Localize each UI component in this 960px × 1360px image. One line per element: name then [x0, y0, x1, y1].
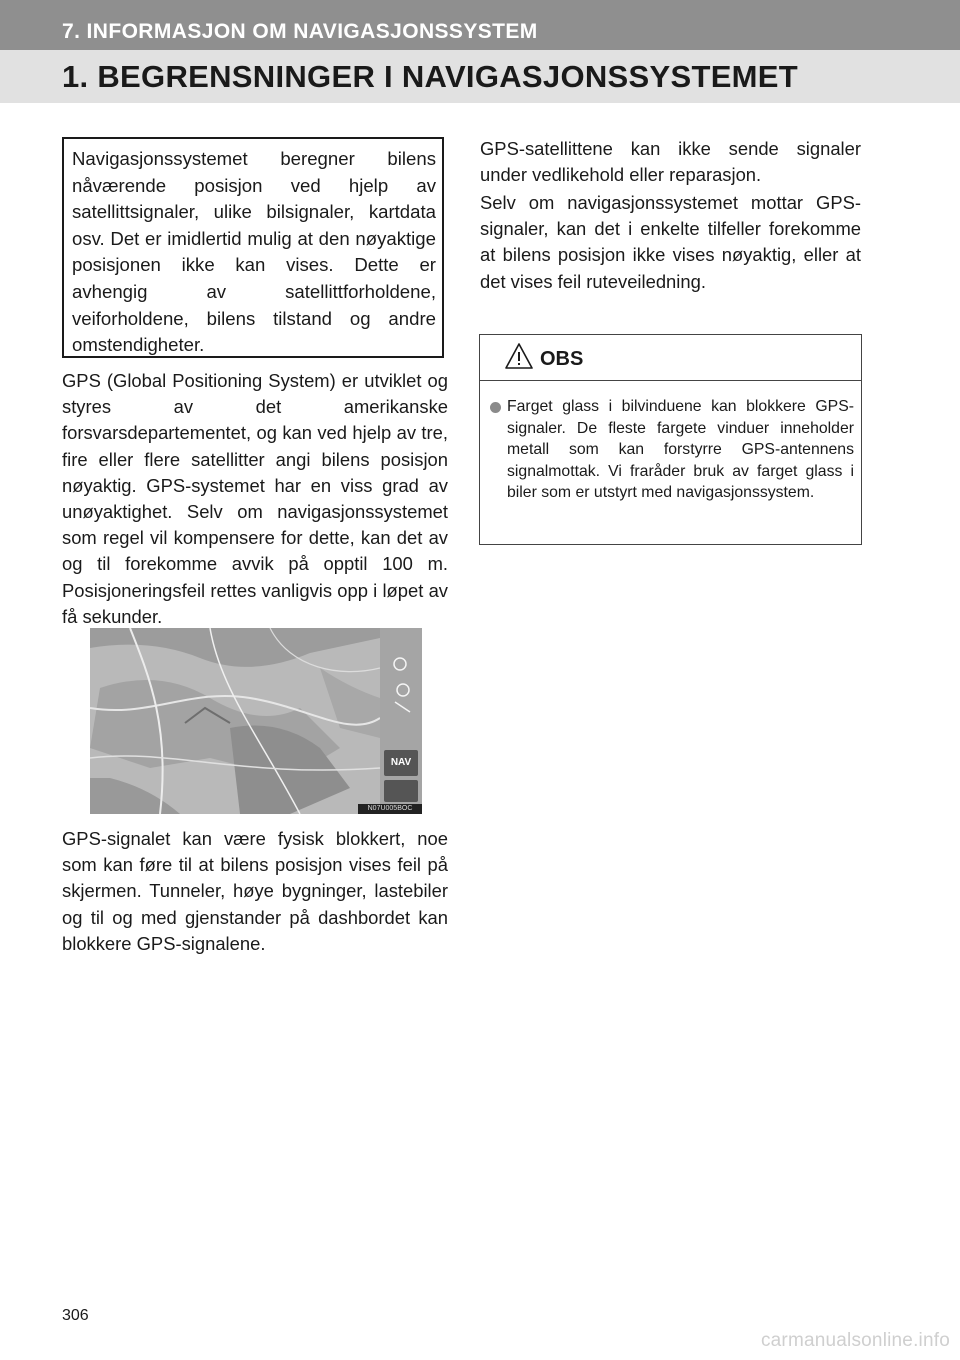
map-settings-button [384, 780, 418, 802]
section-title: 7. INFORMASJON OM NAVIGASJONSSYSTEM [62, 20, 538, 43]
gps-description-paragraph: GPS (Global Positioning System) er utviklet og styres av det amerikanske forsvarsdepartementet, og kan ved hjelp av tre, fire eller flere satellitter angi bilens posisjon nøyaktig. GPS-systemet har en viss grad av unøyaktighet. Selv om navigasjonssystemet som regel vil kompensere for dette, kan det av og til forekomme avvik på opptil 100 m. Posisjoneringsfeil rettes vanligvis opp i løpet av få sekunder. [62, 370, 448, 627]
map-graphic [90, 628, 422, 814]
obs-header [480, 335, 861, 381]
image-code: N07U005BOC [358, 804, 422, 814]
obs-label: OBS [540, 348, 584, 370]
position-inaccuracy-paragraph: Selv om navigasjonssystemet mottar GPS-signaler, kan det i enkelte tilfeller forekomme at bilens posisjon ikke vises nøyaktig, eller at det vises feil ruteveiledning. [480, 192, 861, 292]
nav-button: NAV [384, 750, 418, 776]
watermark: carmanualsonline.info [760, 1330, 950, 1351]
page-number: 306 [62, 1307, 89, 1324]
page-title: 1. BEGRENSNINGER I NAVIGASJONSSYSTEMET [62, 59, 799, 94]
signal-blocked-paragraph: GPS-signalet kan være fysisk blokkert, noe som kan føre til at bilens posisjon vises feil på skjermen. Tunneler, høye bygninger, lastebiler og til og med gjenstander på dashbordet kan blokkere GPS-signalene. [62, 828, 448, 954]
satellite-maintenance-paragraph: GPS-satellittene kan ikke sende signaler under vedlikehold eller reparasjon. [480, 138, 861, 186]
obs-item-text: Farget glass i bilvinduene kan blokkere GPS-signaler. De fleste fargete vinduer inneholder metall som kan forstyrre GPS-antennens signalmottak. Vi fraråder bruk av farget glass i biler som er utstyrt med navigasjonssystem. [507, 398, 854, 502]
navigation-map-screenshot [90, 628, 422, 814]
obs-list-item [490, 396, 854, 504]
bullet-icon [490, 402, 501, 413]
intro-box: Navigasjonssystemet beregner bilens nåværende posisjon ved hjelp av satellittsignaler, ulike bilsignaler, kartdata osv. Det er imidlertid mulig at den nøyaktige posisjonen ikke kan vises. Dette er avhengig av satellittforholdene, veiforholdene, bilens tilstand og andre omstendigheter. [62, 137, 444, 358]
warning-triangle-icon [505, 342, 533, 370]
obs-notice-box [479, 334, 862, 545]
